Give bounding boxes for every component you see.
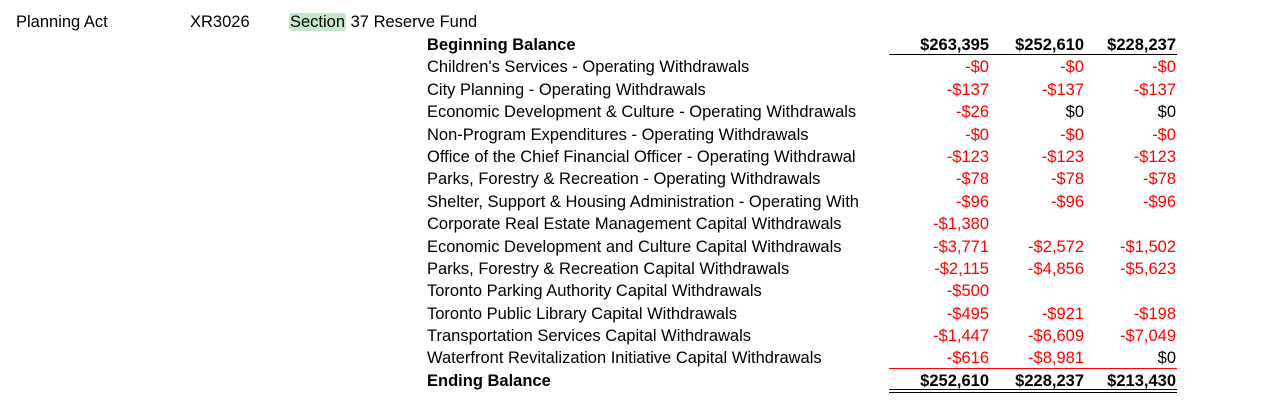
row-label: Office of the Chief Financial Officer - Operating Withdrawal [427, 147, 856, 166]
withdrawal-row [427, 79, 1183, 101]
value-year-3: -$96 [1142, 192, 1176, 211]
withdrawal-row [427, 236, 1183, 258]
value-year-3: $0 [1157, 349, 1176, 368]
value-year-1: -$0 [965, 58, 989, 77]
value-year-2: -$2,572 [1028, 237, 1084, 256]
withdrawal-row [427, 56, 1183, 78]
value-year-1: -$1,380 [933, 215, 989, 234]
row-label: Corporate Real Estate Management Capital Withdrawals [427, 215, 842, 234]
value-year-1: -$26 [955, 103, 989, 122]
value-year-1: -$3,771 [933, 237, 989, 256]
value-year-2: -$78 [1050, 170, 1084, 189]
value-year-3: -$137 [1133, 80, 1176, 99]
subtotal-rule [889, 368, 1177, 369]
row-label: Parks, Forestry & Recreation - Operating Withdrawals [427, 170, 821, 189]
row-label: Parks, Forestry & Recreation Capital Withdrawals [427, 259, 790, 278]
withdrawal-row [427, 258, 1183, 280]
value-year-3: $0 [1157, 103, 1176, 122]
value-year-2: $0 [1065, 103, 1084, 122]
value-year-3: $213,430 [1107, 371, 1176, 390]
withdrawal-row [427, 124, 1183, 146]
value-year-3: -$0 [1152, 58, 1176, 77]
row-label: Shelter, Support & Housing Administration - Operating With [427, 192, 859, 211]
value-year-1: -$0 [965, 125, 989, 144]
row-label: Toronto Public Library Capital Withdrawals [427, 304, 737, 323]
ending-double-underline [889, 389, 1177, 393]
value-year-2: -$4,856 [1028, 259, 1084, 278]
value-year-2: -$921 [1041, 304, 1084, 323]
row-label: Economic Development and Culture Capital Withdrawals [427, 237, 842, 256]
value-year-3: -$78 [1142, 170, 1176, 189]
row-label: Children's Services - Operating Withdrawals [427, 58, 750, 77]
value-year-3: $228,237 [1107, 36, 1176, 54]
value-year-3: -$198 [1133, 304, 1176, 323]
beginning-balance-row [427, 34, 1183, 56]
value-year-3: -$7,049 [1120, 327, 1176, 346]
value-year-2: -$6,609 [1028, 327, 1084, 346]
value-year-2: -$0 [1060, 58, 1084, 77]
withdrawal-row [427, 325, 1183, 347]
value-year-3: -$0 [1152, 125, 1176, 144]
value-year-1: $263,395 [920, 36, 989, 54]
row-label: Non-Program Expenditures - Operating Withdrawals [427, 125, 809, 144]
value-year-1: -$96 [955, 192, 989, 211]
row-label: City Planning - Operating Withdrawals [427, 80, 706, 99]
value-year-1: -$78 [955, 170, 989, 189]
row-label: Toronto Parking Authority Capital Withdrawals [427, 282, 762, 301]
withdrawal-row [427, 347, 1183, 369]
beginning-underline [889, 54, 1177, 55]
withdrawal-row [427, 168, 1183, 190]
value-year-2: $252,610 [1015, 36, 1084, 54]
value-year-2: -$123 [1041, 147, 1084, 166]
row-label: Beginning Balance [427, 36, 576, 54]
withdrawal-row [427, 280, 1183, 302]
fund-name [289, 11, 477, 33]
withdrawal-row [427, 213, 1183, 235]
value-year-1: $252,610 [920, 371, 989, 390]
row-label: Economic Development & Culture - Operating Withdrawals [427, 103, 857, 122]
value-year-1: -$500 [946, 282, 989, 301]
withdrawal-row [427, 146, 1183, 168]
value-year-2: -$0 [1060, 125, 1084, 144]
row-label: Ending Balance [427, 371, 551, 390]
value-year-3: -$5,623 [1120, 259, 1176, 278]
value-year-1: -$616 [946, 349, 989, 368]
row-label: Waterfront Revitalization Initiative Capital Withdrawals [427, 349, 822, 368]
value-year-1: -$1,447 [933, 327, 989, 346]
value-year-1: -$123 [946, 147, 989, 166]
value-year-3: -$123 [1133, 147, 1176, 166]
value-year-2: $228,237 [1015, 371, 1084, 390]
value-year-1: -$495 [946, 304, 989, 323]
value-year-1: -$2,115 [934, 259, 989, 278]
fund-code: XR3026 [190, 13, 250, 31]
value-year-2: -$8,981 [1028, 349, 1084, 368]
reserve-fund-table [427, 34, 1183, 392]
value-year-2: -$137 [1041, 80, 1084, 99]
value-year-3: -$1,502 [1120, 237, 1176, 256]
highlighted-text: Section [290, 13, 346, 31]
value-year-1: -$137 [946, 80, 989, 99]
act-name: Planning Act [16, 13, 108, 31]
withdrawal-row [427, 191, 1183, 213]
row-label: Transportation Services Capital Withdrawals [427, 327, 752, 346]
withdrawal-row [427, 101, 1183, 123]
withdrawal-row [427, 303, 1183, 325]
fund-name-rest: 37 Reserve Fund [346, 13, 478, 31]
value-year-2: -$96 [1050, 192, 1084, 211]
